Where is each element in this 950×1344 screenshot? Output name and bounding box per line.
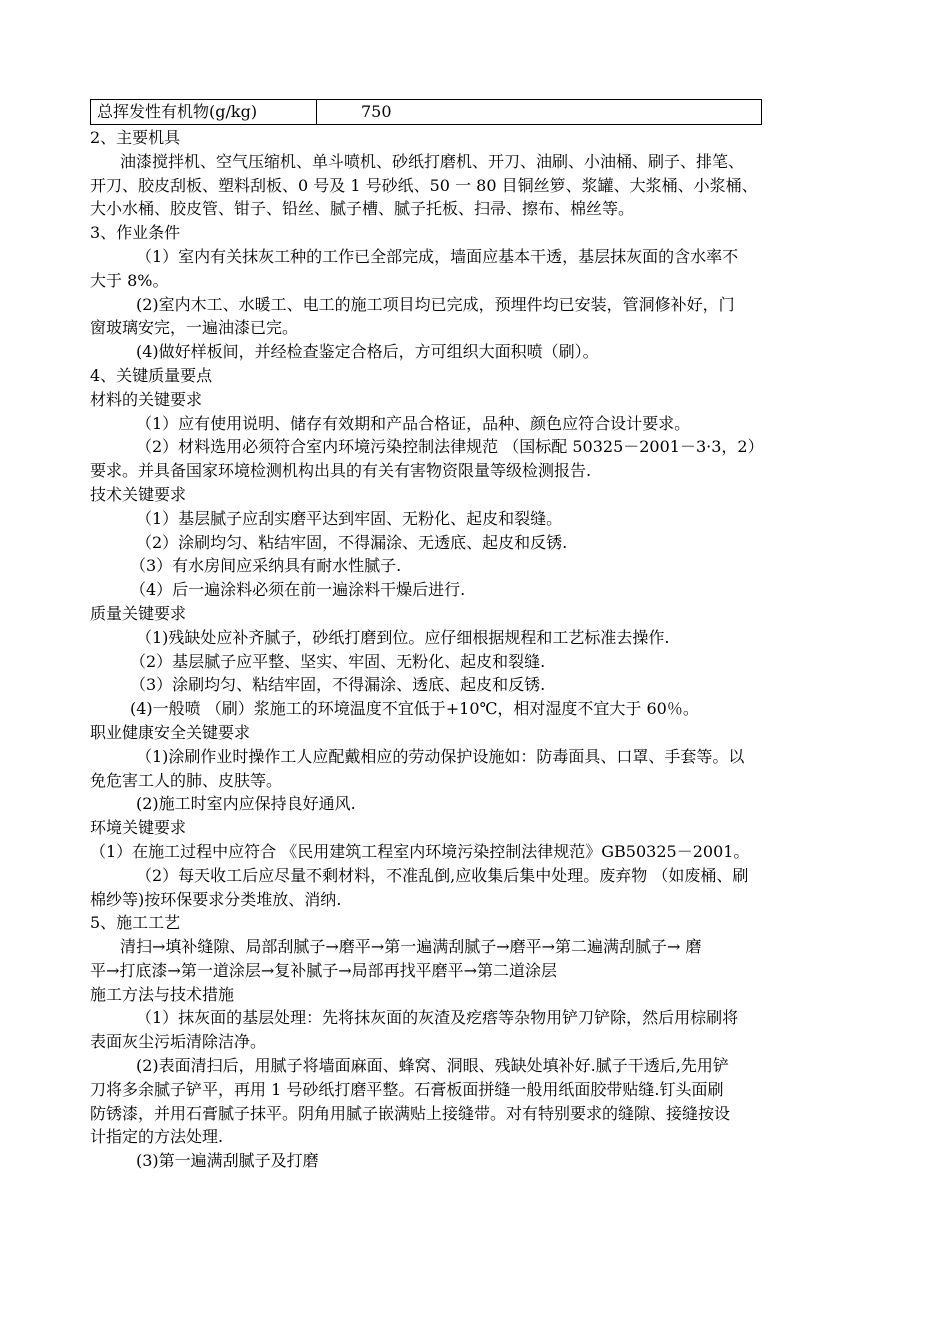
text-line: 免危害工人的肺、皮肤等。: [90, 770, 283, 790]
text-line: （4）后一遍涂料必须在前一遍涂料干燥后进行.: [130, 580, 466, 600]
text-line: （1）抹灰面的基层处理：先将抹灰面的灰渣及疙瘩等杂物用铲刀铲除，然后用棕刷将: [136, 1008, 739, 1028]
text-line: 施工方法与技术措施: [90, 984, 235, 1004]
text-line: 职业健康安全关键要求: [90, 722, 251, 742]
text-line: (2)表面清扫后，用腻子将墙面麻面、蜂窝、洞眼、残缺处填补好.腻子干透后,先用铲: [136, 1056, 729, 1076]
text-line: （1)涂刷作业时操作工人应配戴相应的劳动保护设施如：防毒面具、口罩、手套等。以: [136, 746, 745, 766]
text-line: （1)残缺处应补齐腻子，砂纸打磨到位。应仔细根据规程和工艺标准去操作.: [136, 627, 670, 647]
voc-limit-table: [90, 99, 762, 125]
text-line: 防锈漆，并用石膏腻子抹平。阴角用腻子嵌满贴上接缝带。对有特别要求的缝隙、接缝按设: [90, 1103, 731, 1123]
text-line: （1）室内有关抹灰工种的工作已全部完成，墙面应基本干透，基层抹灰面的含水率不: [136, 246, 739, 266]
text-line: 2、主要机具: [90, 128, 181, 147]
text-line: (4)一般喷 （刷）浆施工的环境温度不宜低于+10℃，相对湿度不宜大于 60％。: [130, 699, 699, 719]
text-line: 刀将多余腻子铲平，再用 1 号砂纸打磨平整。石膏板面拼缝一般用纸面胶带贴缝.钉头面刷: [90, 1079, 724, 1099]
text-line: 大于 8%。: [90, 270, 169, 290]
text-line: 计指定的方法处理.: [90, 1127, 224, 1147]
text-line: 技术关键要求: [90, 484, 187, 504]
text-line: 油漆搅拌机、空气压缩机、单斗喷机、砂纸打磨机、开刀、油刷、小油桶、刷子、排笔、: [120, 151, 745, 171]
text-line: （2）涂刷均匀、粘结牢固，不得漏涂、无透底、起皮和反锈.: [136, 532, 568, 552]
text-line: (3)第一遍满刮腻子及打磨: [136, 1151, 319, 1171]
text-line: （3）有水房间应采纳具有耐水性腻子.: [130, 556, 402, 576]
text-line: (2)室内木工、水暖工、电工的施工项目均已完成，预埋件均已安装，管洞修补好，门: [136, 294, 735, 314]
text-line: （1）应有使用说明、储存有效期和产品合格证，品种、颜色应符合设计要求。: [136, 413, 691, 433]
text-line: 清扫→填补缝隙、局部刮腻子→磨平→第一遍满刮腻子→磨平→第二遍满刮腻子→ 磨: [120, 937, 702, 957]
document-body: [90, 126, 870, 1173]
text-line: 要求。并具备国家环境检测机构出具的有关有害物资限量等级检测报告.: [90, 461, 592, 481]
text-line: 4、关键质量要点: [90, 365, 213, 385]
text-line: 表面灰尘污垢清除洁净。: [90, 1032, 267, 1052]
text-line: 5、施工工艺: [90, 913, 181, 933]
text-line: 开刀、胶皮刮板、塑料刮板、0 号及 1 号砂纸、50 一 80 目铜丝箩、浆罐、大浆桶、小浆桶、: [90, 175, 758, 195]
text-line: （1）基层腻子应刮实磨平达到牢固、无粉化、起皮和裂缝。: [136, 508, 563, 528]
text-line: （2）每天收工后应尽量不剩材料，不准乱倒,应收集后集中处理。废弃物 （如废桶、刷: [136, 865, 749, 885]
text-line: 棉纱等)按环保要求分类堆放、消纳.: [90, 889, 342, 909]
text-line: （2）材料选用必须符合室内环境污染控制法律规范 （国标配 50325－2001－3·3，2）: [136, 437, 764, 457]
text-line: （2）基层腻子应平整、坚实、牢固、无粉化、起皮和裂缝.: [130, 651, 546, 671]
text-line: 平→打底漆→第一道涂层→复补腻子→局部再找平磨平→第二道涂层: [90, 960, 558, 980]
text-line: （1）在施工过程中应符合 《民用建筑工程室内环境污染控制法律规范》GB50325－2001。: [90, 841, 750, 861]
table-value-cell: 750: [317, 100, 762, 125]
table-row: [91, 100, 762, 125]
text-line: (2)施工时室内应保持良好通风.: [136, 794, 356, 814]
text-line: 窗玻璃安完，一遍油漆已完。: [90, 318, 299, 338]
text-line: 3、作业条件: [90, 223, 181, 243]
text-line: 环境关键要求: [90, 818, 187, 838]
text-line: 材料的关键要求: [90, 389, 203, 409]
table-label-cell: 总挥发性有机物(g/kg): [91, 100, 317, 125]
text-line: 大小水桶、胶皮管、钳子、铅丝、腻子槽、腻子托板、扫帚、擦布、棉丝等。: [90, 199, 635, 219]
text-line: （3）涂刷均匀、粘结牢固，不得漏涂、透底、起皮和反锈.: [130, 675, 546, 695]
text-line: 质量关键要求: [90, 603, 187, 623]
text-line: (4)做好样板间，并经检查鉴定合格后，方可组织大面积喷（刷）。: [136, 342, 599, 362]
